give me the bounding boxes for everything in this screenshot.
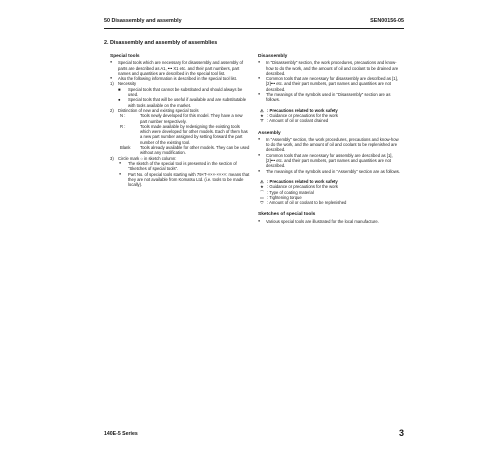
- necessity-useful: ● Special tools that will be useful if available and are substitutable with tools available on the market.: [118, 97, 247, 108]
- assembly-symbol-safety: ⚠ : Precautions related to work safety: [258, 179, 400, 184]
- torque-icon: ▭: [260, 194, 264, 200]
- item-circle-mark: 3) Circle mark ○ in sketch column:: [110, 155, 177, 161]
- page-header: [104, 18, 404, 29]
- assembly-heading: Assembly: [258, 130, 281, 136]
- assembly-bullet-1: ● In "Assembly" section, the work procedures, precautions and know-how to do the work, and the amount of oil and coolant to be replenished are described.: [258, 137, 400, 153]
- assembly-bullet-2: ● Common tools that are necessary for assembly are described as [1], [2]••• etc. and their part numbers, part names and quantities are not described.: [258, 153, 400, 169]
- left-column: [110, 54, 250, 187]
- disassembly-bullet-3: ● The meanings of the symbols used in "Disassembly" section are as follows.: [258, 92, 400, 103]
- item-distinction: 2) Distinction of new and existing special tools: [110, 107, 199, 113]
- coating-icon: ⌒: [259, 189, 265, 195]
- special-tools-bullet-2: ● Also the following information is described in the special tool list.: [110, 76, 250, 81]
- assembly-symbol-coating: ⌒ : Type of coating material: [259, 189, 314, 195]
- necessity-required: ■ Special tools that cannot be substituted and should always be used.: [118, 86, 243, 98]
- circle-mark-bullet-1: ● The sketch of the special tool is presented in the section of "Sketches of special tools".: [110, 161, 250, 172]
- header-chapter: 50 Disassembly and assembly: [104, 18, 182, 24]
- disassembly-bullet-1: ● In "Disassembly" section, the work procedures, precautions and know-how to do the work, and the amount of oil and coolant to be drained are described.: [258, 60, 400, 76]
- warning-icon: ⚠: [260, 178, 264, 184]
- assembly-bullet-3: ● The meanings of the symbols used in "Assembly" section are as follows.: [258, 169, 400, 174]
- page-footer: [104, 428, 404, 440]
- distinction-blank: Blank Tools already available for other models. They can be used without any modification.: [120, 145, 250, 156]
- assembly-symbol-refill: ⛉ : Amount of oil or coolant to be replenished: [258, 200, 400, 205]
- distinction-new: N : Tools newly developed for this model. They have a new part number respectively.: [120, 113, 243, 124]
- special-tools-heading: Special tools: [110, 54, 140, 59]
- drain-icon: ⛛: [260, 118, 264, 124]
- warning-icon: ⚠: [260, 107, 264, 113]
- right-column: [258, 54, 400, 224]
- filled-square-icon: ■: [118, 86, 121, 92]
- disassembly-symbol-guidance: ★ : Guidance or precautions for the work: [258, 113, 400, 118]
- assembly-symbol-torque: ▭ : Tightening torque: [258, 195, 400, 200]
- section-title: 2. Disassembly and assembly of assemblies: [104, 40, 218, 46]
- assembly-symbol-guidance: ★ : Guidance or precautions for the work: [258, 184, 400, 189]
- circle-mark-bullet-2: ● Part No. of special tools starting with 79×T-×××-××××: means that they are not available from Komatsu Ltd. (i.e. tools to be made locally).: [110, 172, 250, 188]
- item-necessity: 1) Necessity: [110, 81, 137, 87]
- header-doc-code: SEN00156-05: [370, 18, 404, 24]
- disassembly-bullet-2: ● Common tools that are necessary for disassembly are described as [1], [2]••• etc. and their part numbers, part names and quantities are not described.: [258, 76, 400, 92]
- page-number: 3: [398, 428, 404, 438]
- disassembly-symbol-drain: ⛛ : Amount of oil or coolant drained: [258, 118, 400, 123]
- disassembly-heading: Disassembly: [258, 54, 288, 59]
- star-icon: ★: [260, 184, 264, 190]
- filled-circle-icon: ●: [118, 97, 121, 103]
- distinction-redesigned: R : Tools made available by redesigning the existing tools which were developed for other models. Each of them has a new part number assigned by setting forward the part number of the existing tool.: [120, 123, 248, 145]
- sketches-bullet-1: ● Various special tools are illustrated for the local manufacture.: [258, 219, 400, 224]
- refill-icon: ⛉: [260, 200, 264, 206]
- special-tools-bullet-1: ● Special tools which are necessary for disassembly and assembly of parts are described as A1, ••• X1 etc. and their part numbers, part names and quantities are described in the special tool list.: [110, 60, 250, 76]
- star-icon: ★: [260, 112, 264, 118]
- disassembly-symbol-safety: ⚠ : Precautions related to work safety: [258, 108, 400, 113]
- footer-series: 140E-5 Series: [104, 431, 138, 437]
- sketches-heading: Sketches of special tools: [258, 212, 316, 218]
